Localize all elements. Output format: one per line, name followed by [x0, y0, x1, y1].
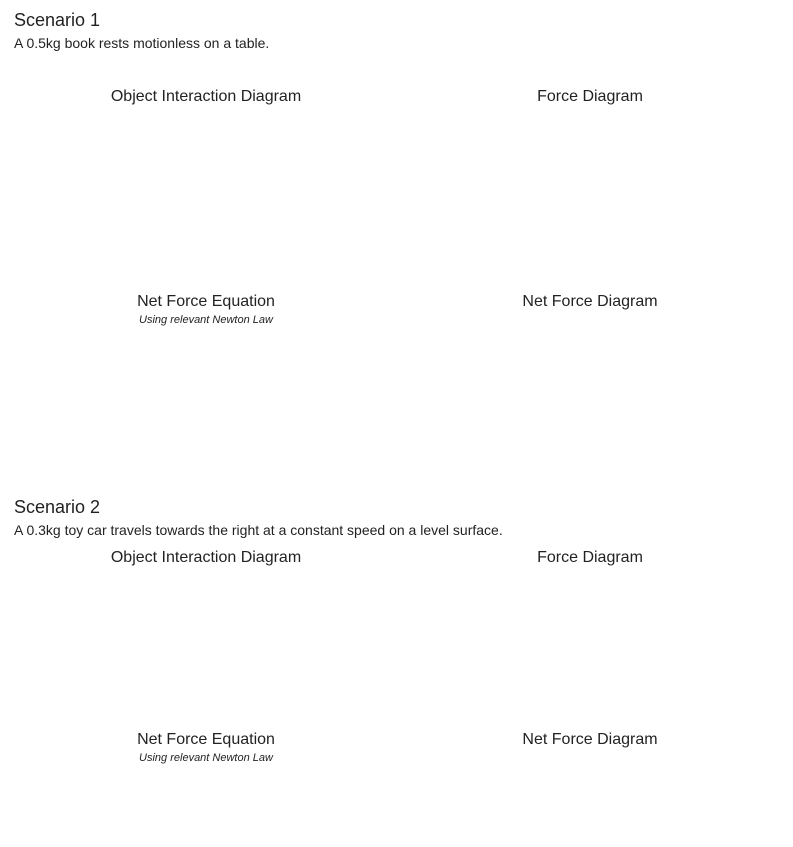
scenario-1-description: A 0.5kg book rests motionless on a table.: [14, 35, 270, 51]
scenario-1-net-force-equation-subheading: Using relevant Newton Law: [139, 314, 273, 326]
scenario-2-title: Scenario 2: [14, 497, 101, 517]
scenario-1-net-force-equation-heading: Net Force Equation: [137, 293, 275, 310]
scenario-2-net-force-equation-heading: Net Force Equation: [137, 731, 275, 748]
scenario-1-title: Scenario 1: [14, 10, 101, 30]
scenario-1-net-force-diagram-heading: Net Force Diagram: [522, 293, 658, 310]
scenario-2-net-force-equation-subheading: Using relevant Newton Law: [139, 752, 273, 764]
scenario-2-description: A 0.3kg toy car travels towards the right at a constant speed on a level surface.: [14, 522, 503, 538]
scenario-1-force-diagram-heading: Force Diagram: [537, 88, 643, 105]
scenario-1-object-interaction-heading: Object Interaction Diagram: [110, 88, 302, 105]
scenario-2-object-interaction-heading: Object Interaction Diagram: [110, 549, 302, 566]
scenario-2-net-force-diagram-heading: Net Force Diagram: [522, 731, 658, 748]
scenario-2-force-diagram-heading: Force Diagram: [537, 549, 643, 566]
